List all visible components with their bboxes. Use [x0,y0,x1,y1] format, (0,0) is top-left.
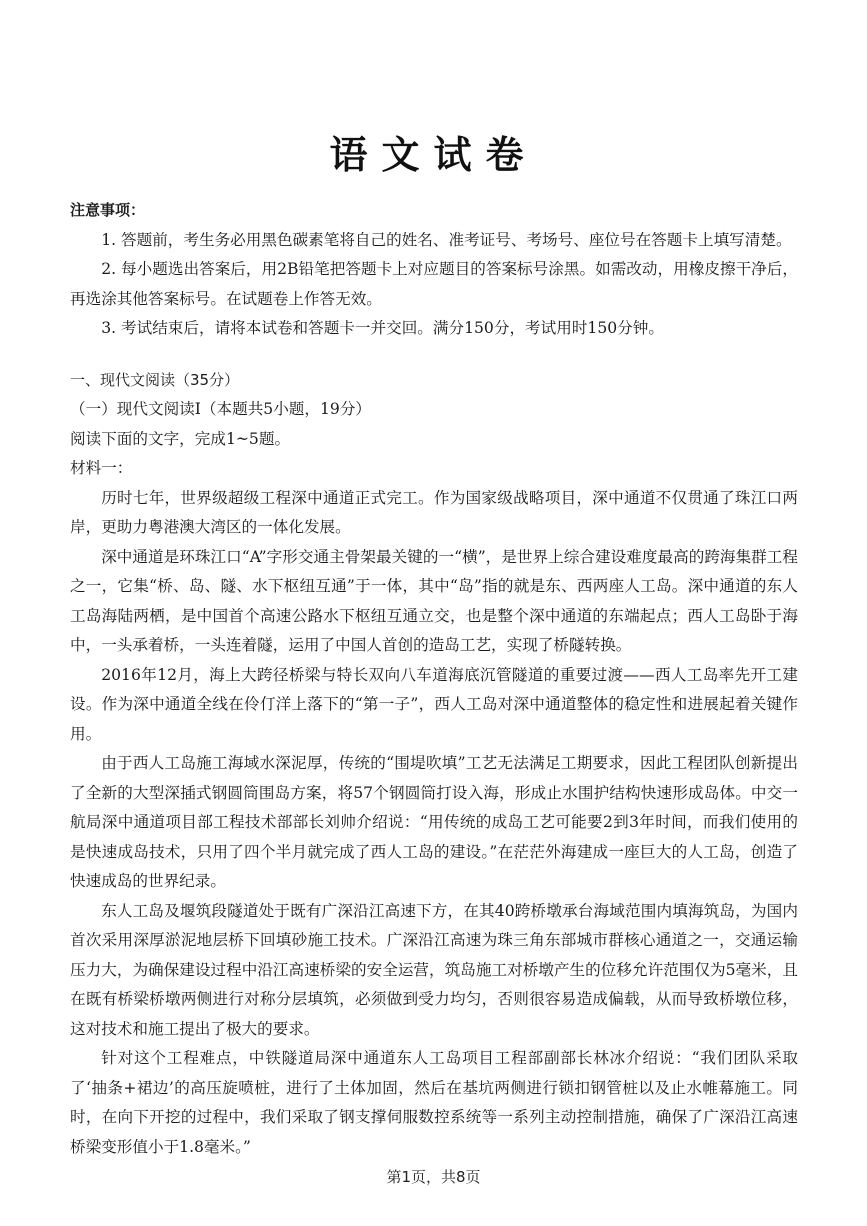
material-paragraph-3: 2016年12月，海上大跨径桥梁与特长双向八车道海底沉管隧道的重要过渡——西人工岛率先开工建设。作为深中通道全线在伶仃洋上落下的“第一子”，西人工岛对深中通道整体的稳定性和进展起着关键作用。 [70,665,798,743]
material-paragraph-4: 由于西人工岛施工海域水深泥厚，传统的“围堤吹填”工艺无法满足工期要求，因此工程团队创新提出了全新的大型深插式钢圆筒围岛方案，将57个钢圆筒打设入海，形成止水围护结构快速形成岛体。中交一航局深中通道项目部工程技术部部长刘帅介绍说：“用传统的成岛工艺可能要2到3年时间，而我们使用的是快速成岛技术，只用了四个半月就完成了西人工岛的建设。”在茫茫外海建成一座巨大的人工岛，创造了快速成岛的世界纪录。 [70,754,798,890]
page-title: 语文试卷 [329,133,538,177]
section-gap [70,344,798,366]
notice-heading: 注意事项： [70,201,146,219]
material-paragraph-2: 深中通道是环珠江口“A”字形交通主骨架最关键的一“横”，是世界上综合建设难度最高的跨海集群工程之一，它集“桥、岛、隧、水下枢纽互通”于一体，其中“岛”指的就是东、西两座人工岛。深中通道的东人工岛海陆两栖，是中国首个高速公路水下枢纽互通立交，也是整个深中通道的东端起点；西人工岛卧于海中，一头承着桥，一头连着隧，运用了中国人首创的造岛工艺，实现了桥隧转换。 [70,547,798,654]
reading-instruction: 阅读下面的文字，完成1~5题。 [70,429,291,448]
section-subheading: （一）现代文阅读Ⅰ（本题共5小题，19分） [70,400,372,418]
material-paragraph-1: 历时七年，世界级超级工程深中通道正式完工。作为国家级战略项目，深中通道不仅贯通了珠江口两岸，更助力粤港澳大湾区的一体化发展。 [70,488,798,536]
notice-item-2: 2. 每小题选出答案后，用2B铅笔把答题卡上对应题目的答案标号涂黑。如需改动，用橡皮擦干净后，再选涂其他答案标号。在试题卷上作答无效。 [70,260,798,308]
section-heading: 一、现代文阅读（35分） [70,370,240,389]
exam-content [70,196,798,1162]
material-paragraph-5: 东人工岛及堰筑段隧道处于既有广深沿江高速下方，在其40跨桥墩承台海域范围内填海筑岛，为国内首次采用深厚淤泥地层桥下回填砂施工技术。广深沿江高速为珠三角东部城市群核心通道之一，交通运输压力大，为确保建设过程中沿江高速桥梁的安全运营，筑岛施工对桥墩产生的位移允许范围仅为5毫米，且在既有桥梁桥墩两侧进行对称分层填筑，必须做到受力均匀，否则很容易造成偏载，从而导致桥墩位移，这对技术和施工提出了极大的要求。 [70,901,799,1038]
material-label: 材料一： [70,459,133,477]
material-paragraph-6: 针对这个工程难点，中铁隧道局深中通道东人工岛项目工程部副部长林冰介绍说：“我们团队采取了‘抽条+裙边’的高压旋喷桩，进行了土体加固，然后在基坑两侧进行锁扣钢管桩以及止水帷幕施工。同时，在向下开挖的过程中，我们采取了钢支撑伺服数控系统等一系列主动控制措施，确保了广深沿江高速桥梁变形值小于1.8毫米。” [70,1049,798,1156]
notice-item-3: 3. 考试结束后，请将本试卷和答题卡一并交回。满分150分，考试用时150分钟。 [101,319,664,337]
page-footer: 第1页，共8页 [386,1168,481,1186]
notice-item-1: 1. 答题前，考生务必用黑色碳素笔将自己的姓名、准考证号、考场号、座位号在答题卡上填写清楚。 [101,230,792,249]
